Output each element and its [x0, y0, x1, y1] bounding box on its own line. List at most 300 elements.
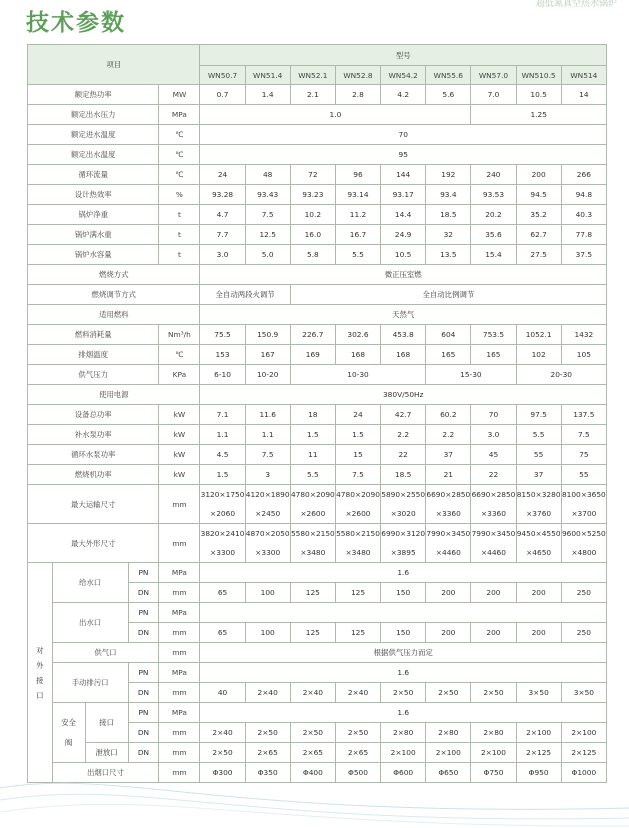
row-label: 燃烧调节方式 — [28, 285, 200, 305]
dimension-cell — [200, 524, 245, 563]
value-cell: 150 — [381, 623, 426, 643]
value-cell: 35.2 — [516, 205, 561, 225]
spec-row — [28, 445, 607, 465]
row-unit: mm — [159, 743, 200, 763]
row-label: 燃料消耗量 — [28, 325, 159, 345]
merged-value-cell — [200, 603, 607, 623]
row-label: 适用燃料 — [28, 305, 200, 325]
value-cell: 48 — [245, 165, 290, 185]
value-cell: 2×50 — [426, 683, 471, 703]
value-cell: 15 — [335, 445, 380, 465]
value-cell: 75.5 — [200, 325, 245, 345]
row-label: 循环流量 — [28, 165, 159, 185]
spec-row — [28, 105, 607, 125]
row-label: 锅炉水容量 — [28, 245, 159, 265]
model-name: WN57.0 — [471, 66, 516, 85]
spec-row — [28, 305, 607, 325]
dimension-line-2: ×2450 — [255, 509, 281, 518]
value-cell: 2×125 — [516, 743, 561, 763]
value-cell: 125 — [335, 623, 380, 643]
row-label: 锅炉满水重 — [28, 225, 159, 245]
value-cell: 2.8 — [335, 85, 380, 105]
dimension-cell — [200, 485, 245, 524]
value-cell: 37 — [426, 445, 471, 465]
dn-label: DN — [128, 743, 159, 763]
value-cell: 5.0 — [245, 245, 290, 265]
dimension-line-2: ×3360 — [435, 509, 461, 518]
merged-value-cell: 95 — [200, 145, 607, 165]
row-unit: mm — [159, 643, 200, 663]
value-cell: 2×100 — [471, 743, 516, 763]
merged-value-cell: 6-10 — [200, 365, 245, 385]
value-cell: 96 — [335, 165, 380, 185]
value-cell: 2×40 — [200, 723, 245, 743]
value-cell: 10.5 — [516, 85, 561, 105]
value-cell: 105 — [561, 345, 606, 365]
dimension-row — [28, 524, 607, 563]
dimension-line-2: ×4650 — [526, 548, 552, 557]
dimension-line-1: 4120×1890 — [245, 490, 290, 499]
model-name: WN54.2 — [381, 66, 426, 85]
value-cell: 7.5 — [245, 205, 290, 225]
row-unit: % — [159, 185, 200, 205]
value-cell: 72 — [290, 165, 335, 185]
merged-value-cell: 根据供气压力而定 — [200, 643, 607, 663]
value-cell: 144 — [381, 165, 426, 185]
value-cell: 1.1 — [200, 425, 245, 445]
safety-port-label: 接口 — [86, 703, 128, 743]
value-cell: 14 — [561, 85, 606, 105]
conn-label: 供气口 — [52, 643, 159, 663]
row-label: 使用电源 — [28, 385, 200, 405]
row-unit: kW — [159, 425, 200, 445]
value-cell: 1.1 — [245, 425, 290, 445]
value-cell: 167 — [245, 345, 290, 365]
group-label-external-connections: 对外接口 — [28, 563, 53, 783]
row-label: 额定进水温度 — [28, 125, 159, 145]
value-cell: 100 — [245, 583, 290, 603]
dimension-line-2: ×3480 — [300, 548, 326, 557]
group-label-safety-valve — [52, 703, 128, 763]
value-cell: Φ750 — [471, 763, 516, 783]
row-unit: mm — [159, 583, 200, 603]
value-cell: 2×100 — [516, 723, 561, 743]
value-cell: 100 — [245, 623, 290, 643]
spec-row — [28, 245, 607, 265]
dimension-line-1: 6990×3120 — [381, 529, 426, 538]
pn-label: PN — [128, 663, 159, 683]
dimension-line-2: ×3020 — [390, 509, 416, 518]
value-cell: 40 — [200, 683, 245, 703]
row-unit: MPa — [159, 105, 200, 125]
value-cell: 102 — [516, 345, 561, 365]
dimension-line-2: ×4460 — [435, 548, 461, 557]
value-cell: 93.23 — [290, 185, 335, 205]
dimension-line-1: 5580×2150 — [290, 529, 335, 538]
value-cell: 11.6 — [245, 405, 290, 425]
row-unit: ℃ — [159, 345, 200, 365]
value-cell: 200 — [516, 165, 561, 185]
dn-label: DN — [128, 623, 159, 643]
value-cell: 70 — [471, 405, 516, 425]
value-cell: 10.5 — [381, 245, 426, 265]
merged-value-cell: 10-20 — [245, 365, 290, 385]
dn-label: DN — [128, 683, 159, 703]
value-cell: 2×100 — [561, 723, 606, 743]
value-cell: 16.7 — [335, 225, 380, 245]
dimension-cell — [426, 524, 471, 563]
value-cell: 18 — [290, 405, 335, 425]
dimension-line-1: 9600×5250 — [561, 529, 606, 538]
row-label: 设计热效率 — [28, 185, 159, 205]
value-cell: 2×65 — [290, 743, 335, 763]
value-cell: 3.0 — [200, 245, 245, 265]
value-cell: 1.5 — [335, 425, 380, 445]
value-cell: 13.5 — [426, 245, 471, 265]
value-cell: 60.2 — [426, 405, 471, 425]
conn-row — [28, 663, 607, 683]
value-cell: 24.9 — [381, 225, 426, 245]
spec-row — [28, 145, 607, 165]
top-note: 超低氮真空热水锅炉 — [535, 0, 617, 9]
value-cell: 45 — [471, 445, 516, 465]
dimension-line-2: ×3700 — [571, 509, 597, 518]
row-label: 供气压力 — [28, 365, 159, 385]
spec-row — [28, 325, 607, 345]
value-cell: 240 — [471, 165, 516, 185]
value-cell: 2×80 — [381, 723, 426, 743]
conn-row — [28, 763, 607, 783]
value-cell: 10.2 — [290, 205, 335, 225]
dimension-line-2: ×3300 — [255, 548, 281, 557]
conn-label: 手动排污口 — [52, 663, 128, 703]
row-unit: ℃ — [159, 145, 200, 165]
value-cell: 35.6 — [471, 225, 516, 245]
spec-table-wrap — [27, 44, 607, 783]
value-cell: 22 — [471, 465, 516, 485]
value-cell: 200 — [516, 623, 561, 643]
value-cell: 75 — [561, 445, 606, 465]
value-cell: 3.0 — [471, 425, 516, 445]
value-cell: 1.4 — [245, 85, 290, 105]
merged-value-cell: 全自动比例调节 — [290, 285, 606, 305]
value-cell: 169 — [290, 345, 335, 365]
spec-row — [28, 265, 607, 285]
dimension-line-2: ×3300 — [210, 548, 236, 557]
value-cell: 94.5 — [516, 185, 561, 205]
value-cell: 2.1 — [290, 85, 335, 105]
row-label: 额定出水压力 — [28, 105, 159, 125]
value-cell: 2.2 — [426, 425, 471, 445]
value-cell: 7.5 — [335, 465, 380, 485]
dimension-line-1: 6690×2850 — [426, 490, 471, 499]
dimension-cell — [335, 485, 380, 524]
value-cell: 250 — [561, 583, 606, 603]
model-name: WN514 — [561, 66, 606, 85]
conn-row — [28, 703, 607, 723]
conn-row — [28, 643, 607, 663]
spec-row — [28, 345, 607, 365]
dimension-cell — [290, 485, 335, 524]
merged-value-cell: 1.25 — [471, 105, 607, 125]
value-cell: 0.7 — [200, 85, 245, 105]
safety-vent-label: 泄放口 — [95, 747, 118, 757]
value-cell: 2×50 — [471, 683, 516, 703]
spec-row — [28, 85, 607, 105]
row-unit: mm — [159, 723, 200, 743]
conn-label: 给水口 — [52, 563, 128, 603]
dimension-cell — [381, 485, 426, 524]
value-cell: 2×100 — [381, 743, 426, 763]
value-cell: 97.5 — [516, 405, 561, 425]
value-cell: 168 — [381, 345, 426, 365]
dimension-line-2: ×3480 — [345, 548, 371, 557]
spec-row — [28, 125, 607, 145]
dn-label: DN — [128, 723, 159, 743]
dimension-line-2: ×3360 — [480, 509, 506, 518]
value-cell: 11 — [290, 445, 335, 465]
value-cell: 2×65 — [245, 743, 290, 763]
dimension-line-2: ×3760 — [526, 509, 552, 518]
row-unit: MPa — [159, 563, 200, 583]
value-cell: 24 — [335, 405, 380, 425]
value-cell: 302.6 — [335, 325, 380, 345]
safety-valve-label: 安全阀 — [53, 703, 86, 762]
value-cell: 453.8 — [381, 325, 426, 345]
row-unit: MPa — [159, 703, 200, 723]
dimension-line-2: ×2600 — [300, 509, 326, 518]
value-cell: 20.2 — [471, 205, 516, 225]
value-cell: Φ300 — [200, 763, 245, 783]
row-label: 燃烧方式 — [28, 265, 200, 285]
dimension-line-1: 9450×4550 — [516, 529, 561, 538]
merged-value-cell: 1.0 — [200, 105, 471, 125]
header-row-1 — [28, 45, 607, 66]
value-cell: 2×80 — [426, 723, 471, 743]
merged-value-cell: 70 — [200, 125, 607, 145]
conn-row — [28, 603, 607, 623]
row-unit: kW — [159, 445, 200, 465]
merged-value-cell: 20-30 — [516, 365, 606, 385]
page-title: 技术参数 — [26, 10, 126, 36]
dimension-line-1: 7990×3450 — [471, 529, 516, 538]
dimension-line-2: ×3895 — [390, 548, 416, 557]
value-cell: 93.53 — [471, 185, 516, 205]
value-cell: Φ400 — [290, 763, 335, 783]
value-cell: 22 — [381, 445, 426, 465]
value-cell: 40.3 — [561, 205, 606, 225]
item-header: 项目 — [28, 45, 200, 85]
value-cell: 4.5 — [200, 445, 245, 465]
value-cell: 24 — [200, 165, 245, 185]
merged-value-cell: 10-30 — [290, 365, 425, 385]
merged-value-cell: 15-30 — [426, 365, 516, 385]
value-cell: 2×40 — [245, 683, 290, 703]
spec-row — [28, 385, 607, 405]
value-cell: 165 — [426, 345, 471, 365]
value-cell: 5.5 — [516, 425, 561, 445]
dimension-line-1: 4870×2050 — [245, 529, 290, 538]
value-cell: 153 — [200, 345, 245, 365]
dimension-line-1: 8100×3650 — [561, 490, 606, 499]
row-unit: kW — [159, 465, 200, 485]
value-cell: 168 — [335, 345, 380, 365]
dimension-cell — [471, 524, 516, 563]
dimension-line-1: 5580×2150 — [336, 529, 380, 538]
value-cell: 21 — [426, 465, 471, 485]
value-cell: 165 — [471, 345, 516, 365]
model-name: WN50.7 — [200, 66, 245, 85]
value-cell: 4.7 — [200, 205, 245, 225]
value-cell: 65 — [200, 583, 245, 603]
spec-table — [27, 44, 607, 783]
value-cell: 7.1 — [200, 405, 245, 425]
row-unit: Nm³/h — [159, 325, 200, 345]
row-unit: ℃ — [159, 125, 200, 145]
value-cell: 3×50 — [516, 683, 561, 703]
row-unit: t — [159, 205, 200, 225]
value-cell: 200 — [516, 583, 561, 603]
value-cell: 4.2 — [381, 85, 426, 105]
value-cell: Φ600 — [381, 763, 426, 783]
row-label: 设备总功率 — [28, 405, 159, 425]
merged-value-cell: 380V/50Hz — [200, 385, 607, 405]
value-cell: 62.7 — [516, 225, 561, 245]
value-cell: 7.0 — [471, 85, 516, 105]
value-cell: 2×125 — [561, 743, 606, 763]
dimension-cell — [426, 485, 471, 524]
value-cell: 7.5 — [561, 425, 606, 445]
dimension-cell — [561, 485, 606, 524]
conn-label: 出烟口尺寸 — [52, 763, 159, 783]
value-cell: 604 — [426, 325, 471, 345]
value-cell: 125 — [290, 583, 335, 603]
value-cell: 753.5 — [471, 325, 516, 345]
model-name: WN52.8 — [335, 66, 380, 85]
value-cell: 1.5 — [200, 465, 245, 485]
merged-value-cell: 1.6 — [200, 563, 607, 583]
value-cell: 55 — [561, 465, 606, 485]
value-cell: Φ650 — [426, 763, 471, 783]
value-cell: 93.17 — [381, 185, 426, 205]
row-label: 排烟温度 — [28, 345, 159, 365]
value-cell: 16.0 — [290, 225, 335, 245]
merged-value-cell: 1.6 — [200, 703, 607, 723]
row-unit: mm — [159, 485, 200, 524]
value-cell: 2×50 — [245, 723, 290, 743]
dimension-line-1: 4780×2090 — [290, 490, 335, 499]
value-cell: 125 — [335, 583, 380, 603]
dimension-row — [28, 485, 607, 524]
value-cell: Φ950 — [516, 763, 561, 783]
value-cell: 37.5 — [561, 245, 606, 265]
row-label: 燃烧机功率 — [28, 465, 159, 485]
value-cell: 55 — [516, 445, 561, 465]
dimension-cell — [335, 524, 380, 563]
value-cell: 94.8 — [561, 185, 606, 205]
dimension-line-1: 5890×2550 — [381, 490, 426, 499]
value-cell: 226.7 — [290, 325, 335, 345]
value-cell: 5.5 — [290, 465, 335, 485]
dimension-line-1: 8150×3280 — [516, 490, 561, 499]
value-cell: 2.2 — [381, 425, 426, 445]
value-cell: 18.5 — [381, 465, 426, 485]
dimension-line-1: 7990×3450 — [426, 529, 471, 538]
row-label: 补水泵功率 — [28, 425, 159, 445]
conn-row — [28, 563, 607, 583]
row-unit: mm — [159, 623, 200, 643]
value-cell: Φ1000 — [561, 763, 606, 783]
spec-row — [28, 205, 607, 225]
row-label: 循环水泵功率 — [28, 445, 159, 465]
dimension-line-2: ×4460 — [480, 548, 506, 557]
value-cell: 1.5 — [290, 425, 335, 445]
value-cell: 250 — [561, 623, 606, 643]
model-name: WN510.5 — [516, 66, 561, 85]
dimension-line-2: ×2600 — [345, 509, 371, 518]
spec-row — [28, 185, 607, 205]
value-cell: 3×50 — [561, 683, 606, 703]
value-cell: 266 — [561, 165, 606, 185]
dimension-line-1: 4780×2090 — [336, 490, 380, 499]
value-cell: 42.7 — [381, 405, 426, 425]
dimension-line-1: 3120×1750 — [200, 490, 245, 499]
dn-label: DN — [128, 583, 159, 603]
dimension-cell — [245, 524, 290, 563]
conn-label: 出水口 — [52, 603, 128, 643]
dimension-line-1: 6690×2850 — [471, 490, 516, 499]
dimension-line-2: ×4800 — [571, 548, 597, 557]
model-header: 型号 — [200, 45, 607, 66]
spec-row — [28, 465, 607, 485]
row-label: 最大运输尺寸 — [28, 485, 159, 524]
row-label: 额定热功率 — [28, 85, 159, 105]
row-label: 最大外形尺寸 — [28, 524, 159, 563]
value-cell: 150 — [381, 583, 426, 603]
value-cell: 27.5 — [516, 245, 561, 265]
row-unit: mm — [159, 763, 200, 783]
value-cell: 125 — [290, 623, 335, 643]
value-cell: 5.5 — [335, 245, 380, 265]
dimension-line-2: ×2060 — [210, 509, 236, 518]
value-cell: 200 — [471, 623, 516, 643]
value-cell: 192 — [426, 165, 471, 185]
value-cell: 2×40 — [335, 683, 380, 703]
spec-row — [28, 225, 607, 245]
value-cell: 93.4 — [426, 185, 471, 205]
dimension-cell — [245, 485, 290, 524]
row-unit: kW — [159, 405, 200, 425]
value-cell: 5.6 — [426, 85, 471, 105]
row-label: 锅炉净重 — [28, 205, 159, 225]
pn-label: PN — [128, 563, 159, 583]
value-cell: 2×65 — [335, 743, 380, 763]
value-cell: Φ500 — [335, 763, 380, 783]
value-cell: 93.28 — [200, 185, 245, 205]
row-unit: ℃ — [159, 165, 200, 185]
dimension-cell — [290, 524, 335, 563]
row-unit: MPa — [159, 603, 200, 623]
value-cell: 2×50 — [381, 683, 426, 703]
value-cell: 7.7 — [200, 225, 245, 245]
value-cell: 11.2 — [335, 205, 380, 225]
merged-value-cell: 微正压室燃 — [200, 265, 607, 285]
value-cell: 1432 — [561, 325, 606, 345]
value-cell: 14.4 — [381, 205, 426, 225]
value-cell: 1052.1 — [516, 325, 561, 345]
value-cell: 2×40 — [290, 683, 335, 703]
value-cell: 32 — [426, 225, 471, 245]
